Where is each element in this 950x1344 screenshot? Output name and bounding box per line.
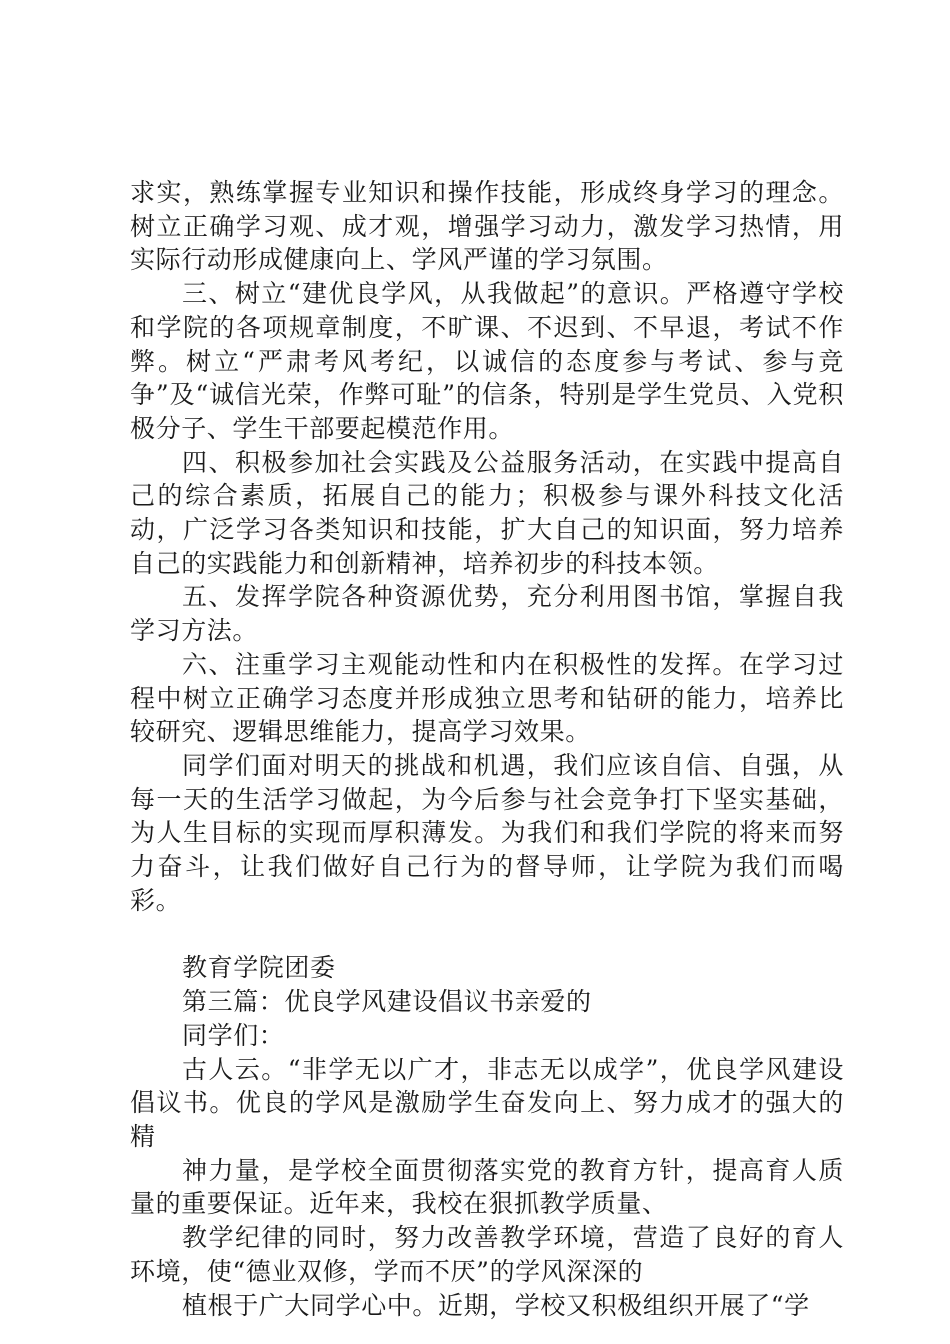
signature-organization: 教育学院团委 <box>182 953 336 983</box>
paragraph-continuation: 求实，熟练掌握专业知识和操作技能，形成终身学习的理念。树立正确学习观、成才观，增强学习动力，激发学习热情，用实际行动形成健康向上、学风严谨的学习氛围。 <box>130 178 844 275</box>
section-gap <box>130 917 844 951</box>
paragraph-point-six: 六、注重学习主观能动性和内在积极性的发挥。在学习过程中树立正确学习态度并形成独立思考和钻研的能力，培养比较研究、逻辑思维能力，提高学习效果。 <box>130 649 844 747</box>
section-heading: 第三篇：优良学风建设倡议书亲爱的 <box>182 987 592 1017</box>
paragraph-fragment-3: 植根于广大同学心中。近期，学校又积极组织开展了“学 <box>182 1290 810 1320</box>
paragraph-point-five: 五、发挥学院各种资源优势，充分利用图书馆，掌握自我学习方法。 <box>130 582 844 646</box>
salutation: 同学们： <box>182 1020 285 1050</box>
paragraph-conclusion: 同学们面对明天的挑战和机遇，我们应该自信、自强，从每一天的生活学习做起，为今后参与社会竞争打下坚实基础，为人生目标的实现而厚积薄发。为我们和我们学院的将来而努力奋斗，让我们做好自己行为的督导师，让学院为我们而喝彩。 <box>130 750 844 915</box>
document-body <box>130 176 844 1322</box>
paragraph-fragment-2: 教学纪律的同时，努力改善教学环境，营造了良好的育人环境，使“德业双修，学而不厌”的学风深深的 <box>130 1223 844 1286</box>
paragraph-point-three: 三、树立“建优良学风，从我做起”的意识。严格遵守学校和学院的各项规章制度，不旷课、不迟到、不早退，考试不作弊。树立“严肃考风考纪，以诚信的态度参与考试、参与竞争”及“诚信光荣，作弊可耻”的信条，特别是学生党员、入党积极分子、学生干部要起模范作用。 <box>130 279 844 443</box>
paragraph-point-four: 四、积极参加社会实践及公益服务活动，在实践中提高自己的综合素质，拓展自己的能力；积极参与课外科技文化活动，广泛学习各类知识和技能，扩大自己的知识面，努力培养自己的实践能力和创新精神，培养初步的科技本领。 <box>130 447 844 578</box>
paragraph-fragment-1: 神力量，是学校全面贯彻落实党的教育方针，提高育人质量的重要保证。近年来，我校在狠抓教学质量、 <box>130 1155 844 1219</box>
paragraph-quote: 古人云。“非学无以广才，非志无以成学”，优良学风建设倡议书。优良的学风是激励学生奋发向上、努力成才的强大的精 <box>130 1054 844 1151</box>
